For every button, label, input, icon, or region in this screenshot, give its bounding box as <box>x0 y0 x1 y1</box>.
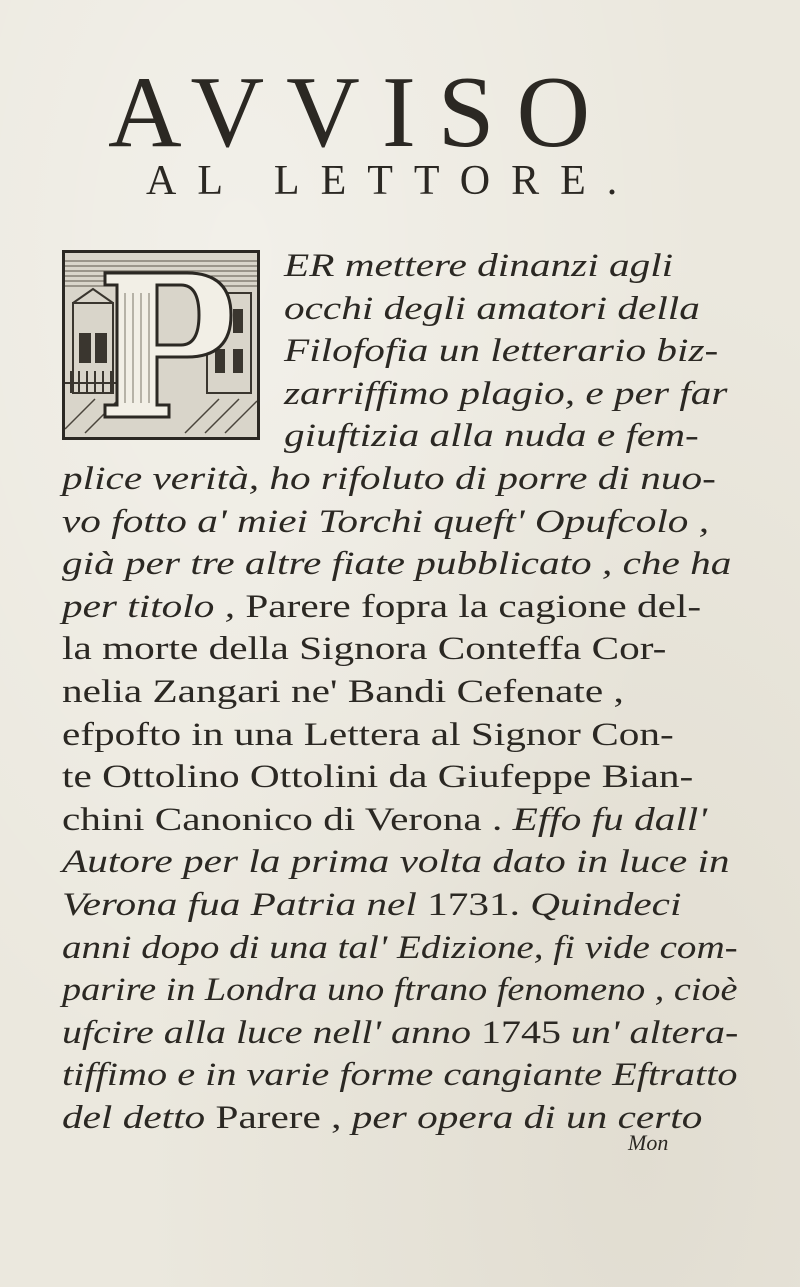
text-segment: del detto <box>62 1100 216 1136</box>
text-segment: già per tre altre fiate pubblicato , che ha <box>62 546 732 583</box>
text-line <box>62 588 702 625</box>
text-line <box>284 420 699 453</box>
text-line <box>62 1059 737 1092</box>
text-line <box>62 889 681 922</box>
text-segment: ufcire alla luce nell' anno <box>62 1014 481 1051</box>
text-line <box>62 548 731 581</box>
text-segment: chini Canonico di Verona . <box>62 801 513 838</box>
text-line <box>62 846 730 879</box>
text-line <box>284 375 728 412</box>
page-title: AVVISO <box>108 56 613 169</box>
text-line <box>284 290 700 327</box>
text-segment: Autore per la prima volta dato in luce in <box>62 844 730 881</box>
text-line <box>62 503 710 540</box>
text-line <box>62 463 716 496</box>
decorated-initial <box>62 250 260 440</box>
text-line <box>62 974 737 1007</box>
text-segment: parire in Londra uno ftrano fenomeno , cioè <box>62 972 738 1009</box>
text-segment: vo fotto a' miei Torchi queft' Opufcolo , <box>62 503 710 540</box>
text-segment: Parere , <box>215 1100 352 1136</box>
text-segment: 1731. <box>427 887 531 923</box>
text-line <box>62 1014 739 1051</box>
catchword: Mon <box>628 1130 669 1155</box>
page-subtitle: AL LETTORE. <box>146 158 639 204</box>
text-segment: nelia Zangari ne' Bandi Cefenate , <box>62 674 624 710</box>
text-line <box>284 250 673 283</box>
text-segment: per opera di un certo <box>351 1100 703 1136</box>
text-line <box>62 801 708 838</box>
text-line <box>62 716 674 753</box>
text-segment: Quindeci <box>530 887 682 923</box>
text-segment: tiffimo e in varie forme cangiante Eftratto <box>62 1057 738 1094</box>
text-line <box>284 335 718 368</box>
text-segment: un' altera- <box>570 1014 739 1051</box>
text-segment: efpofto in una Lettera al Signor Con- <box>62 716 674 753</box>
text-segment: zarriffimo plagio, e per far <box>284 375 728 412</box>
text-segment: Parere fopra la cagione del- <box>245 588 702 625</box>
text-segment: Effo fu dall' <box>512 801 708 838</box>
text-segment: la morte della Signora Conteffa Cor- <box>62 631 667 668</box>
text-segment: Filofofia un letterario biz- <box>284 333 719 370</box>
text-segment: occhi degli amatori della <box>284 290 700 327</box>
text-segment: giuftizia alla nuda e fem- <box>284 418 699 455</box>
text-segment: anni dopo di una tal' Edizione, fi vide com- <box>62 929 738 966</box>
text-segment: ER mettere dinanzi agli <box>284 248 674 284</box>
text-segment: Verona fua Patria nel <box>62 887 428 923</box>
text-segment: te Ottolino Ottolini da Giufeppe Bian- <box>62 759 694 796</box>
text-line <box>62 1102 702 1135</box>
text-line <box>62 676 624 709</box>
decorated-initial-illustration <box>65 253 257 437</box>
text-segment: per titolo , <box>62 588 246 625</box>
text-line <box>62 929 738 966</box>
text-line <box>62 633 666 666</box>
text-segment: 1745 <box>480 1014 571 1051</box>
text-segment: plice verità, ho rifoluto di porre di nuo- <box>62 461 716 497</box>
text-line <box>62 761 693 794</box>
